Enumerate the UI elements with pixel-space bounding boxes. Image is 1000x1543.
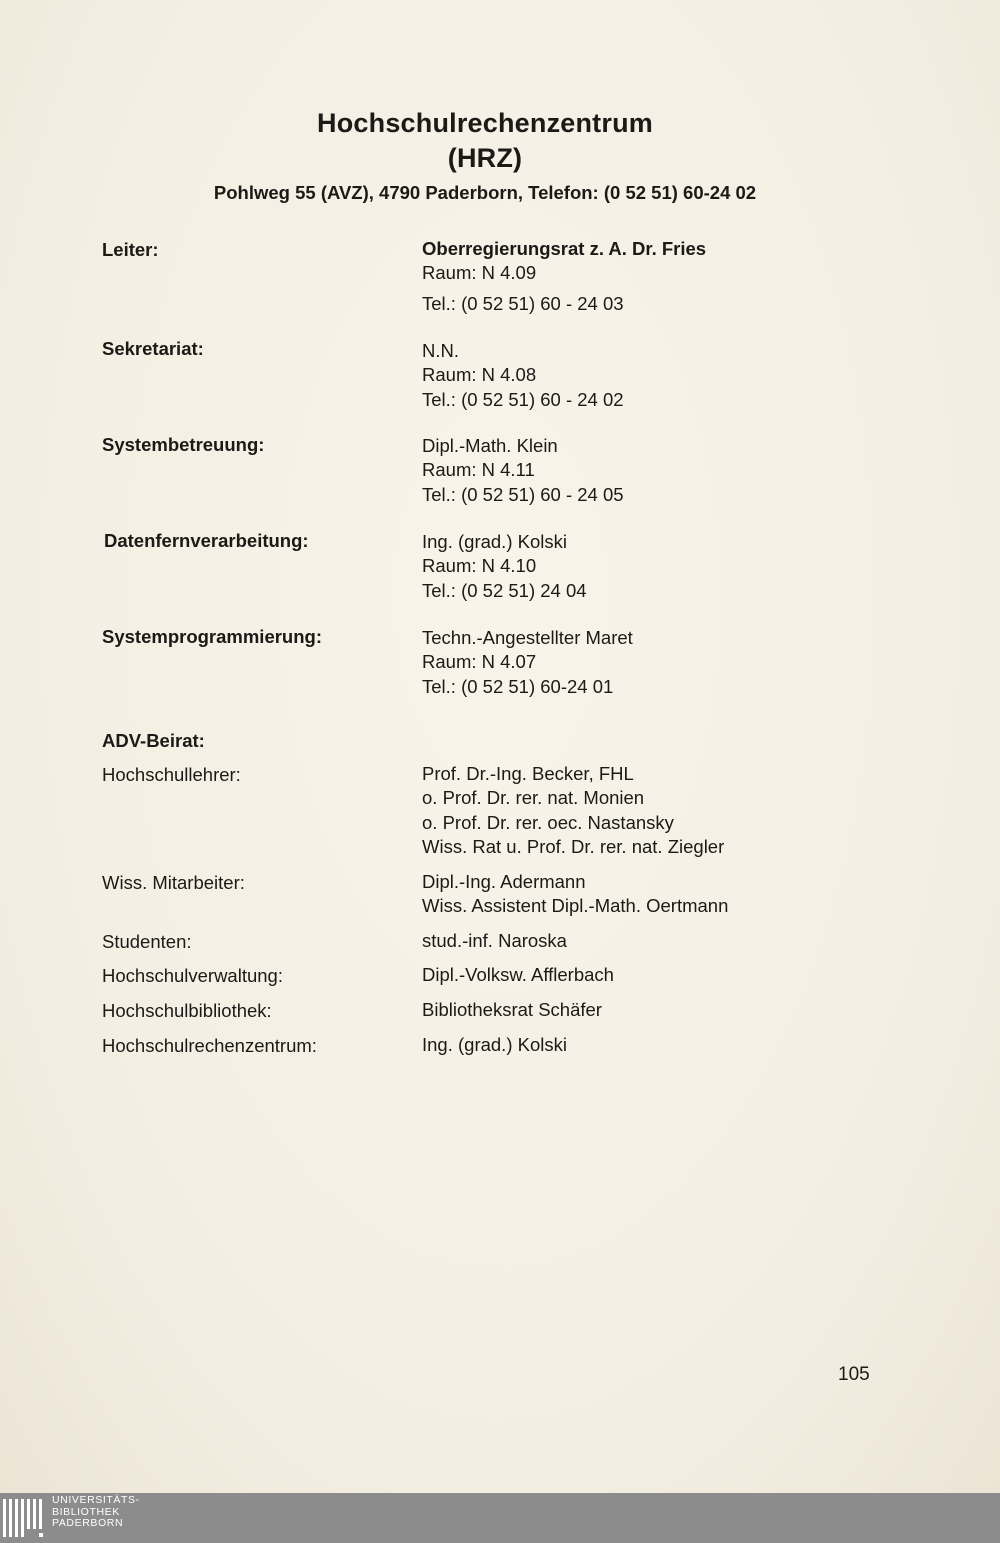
sekretariat-label: Sekretariat: — [102, 338, 204, 359]
systembetreuung-tel: Tel.: (0 52 51) 60 - 24 05 — [422, 483, 624, 505]
beirat-group-members — [422, 1033, 567, 1057]
systemprogrammierung-entry — [422, 626, 633, 699]
systemprogrammierung-label: Systemprogrammierung: — [102, 626, 322, 647]
beirat-group-members — [422, 762, 724, 859]
beirat-member: Dipl.-Volksw. Afflerbach — [422, 964, 614, 985]
systembetreuung-entry — [422, 434, 624, 507]
beirat-group-label: Wiss. Mitarbeiter: — [102, 872, 245, 893]
systembetreuung-room: Raum: N 4.11 — [422, 459, 535, 481]
beirat-group-members — [422, 929, 567, 953]
page-title-abbreviation: (HRZ) — [447, 143, 523, 173]
beirat-member: Prof. Dr.-Ing. Becker, FHL — [422, 763, 634, 784]
beirat-member: o. Prof. Dr. rer. oec. Nastansky — [422, 811, 674, 833]
address-line: Pohlweg 55 (AVZ), 4790 Paderborn, Telefon: (0 52 51) 60-24 02 — [213, 182, 757, 203]
beirat-member: Bibliotheksrat Schäfer — [422, 999, 602, 1020]
leiter-tel: Tel.: (0 52 51) 60 - 24 03 — [422, 292, 624, 314]
beirat-group-label: Hochschulverwaltung: — [102, 965, 283, 986]
datenfernverarbeitung-label: Datenfernverarbeitung: — [104, 530, 309, 551]
beirat-member: Dipl.-Ing. Adermann — [422, 871, 586, 892]
sekretariat-name: N.N. — [422, 340, 459, 361]
beirat-group-label: Studenten: — [102, 931, 192, 952]
sekretariat-tel: Tel.: (0 52 51) 60 - 24 02 — [422, 388, 624, 410]
page-number: 105 — [838, 1364, 870, 1385]
systemprogrammierung-tel: Tel.: (0 52 51) 60-24 01 — [422, 675, 614, 697]
beirat-group-label: Hochschulrechenzentrum: — [102, 1035, 317, 1056]
beirat-group-label: Hochschullehrer: — [102, 764, 241, 785]
leiter-name: Oberregierungsrat z. A. Dr. Fries — [422, 238, 707, 259]
beirat-group-members — [422, 998, 602, 1022]
logo-line: PADERBORN — [52, 1517, 124, 1529]
leiter-label: Leiter: — [102, 239, 159, 260]
systemprogrammierung-name: Techn.-Angestellter Maret — [422, 627, 633, 648]
beirat-group-label: Hochschulbibliothek: — [102, 1000, 272, 1021]
datenfernverarbeitung-tel: Tel.: (0 52 51) 24 04 — [422, 579, 587, 601]
sekretariat-entry — [422, 339, 624, 412]
leiter-room: Raum: N 4.09 — [422, 262, 537, 284]
leiter-entry — [422, 237, 706, 316]
systemprogrammierung-room: Raum: N 4.07 — [422, 651, 537, 673]
page-title: Hochschulrechenzentrum — [317, 108, 653, 138]
library-logo-icon — [2, 1495, 48, 1541]
adv-beirat-heading: ADV-Beirat: — [102, 730, 205, 751]
datenfernverarbeitung-name: Ing. (grad.) Kolski — [422, 531, 567, 552]
library-logo-text — [52, 1495, 140, 1530]
beirat-member: o. Prof. Dr. rer. nat. Monien — [422, 787, 645, 809]
beirat-member: stud.-inf. Naroska — [422, 930, 567, 951]
logo-line: BIBLIOTHEK — [52, 1505, 120, 1518]
datenfernverarbeitung-room: Raum: N 4.10 — [422, 555, 537, 577]
sekretariat-room: Raum: N 4.08 — [422, 364, 537, 386]
library-footer-bar — [0, 1493, 1000, 1543]
beirat-member: Wiss. Assistent Dipl.-Math. Oertmann — [422, 895, 729, 917]
beirat-group-members — [422, 870, 728, 919]
beirat-group-members — [422, 963, 614, 987]
systembetreuung-name: Dipl.-Math. Klein — [422, 435, 558, 456]
beirat-member: Wiss. Rat u. Prof. Dr. rer. nat. Ziegler — [422, 835, 725, 857]
datenfernverarbeitung-entry — [422, 530, 587, 603]
logo-line: UNIVERSITÄTS- — [52, 1494, 140, 1506]
systembetreuung-label: Systembetreuung: — [102, 434, 265, 455]
beirat-member: Ing. (grad.) Kolski — [422, 1034, 567, 1055]
